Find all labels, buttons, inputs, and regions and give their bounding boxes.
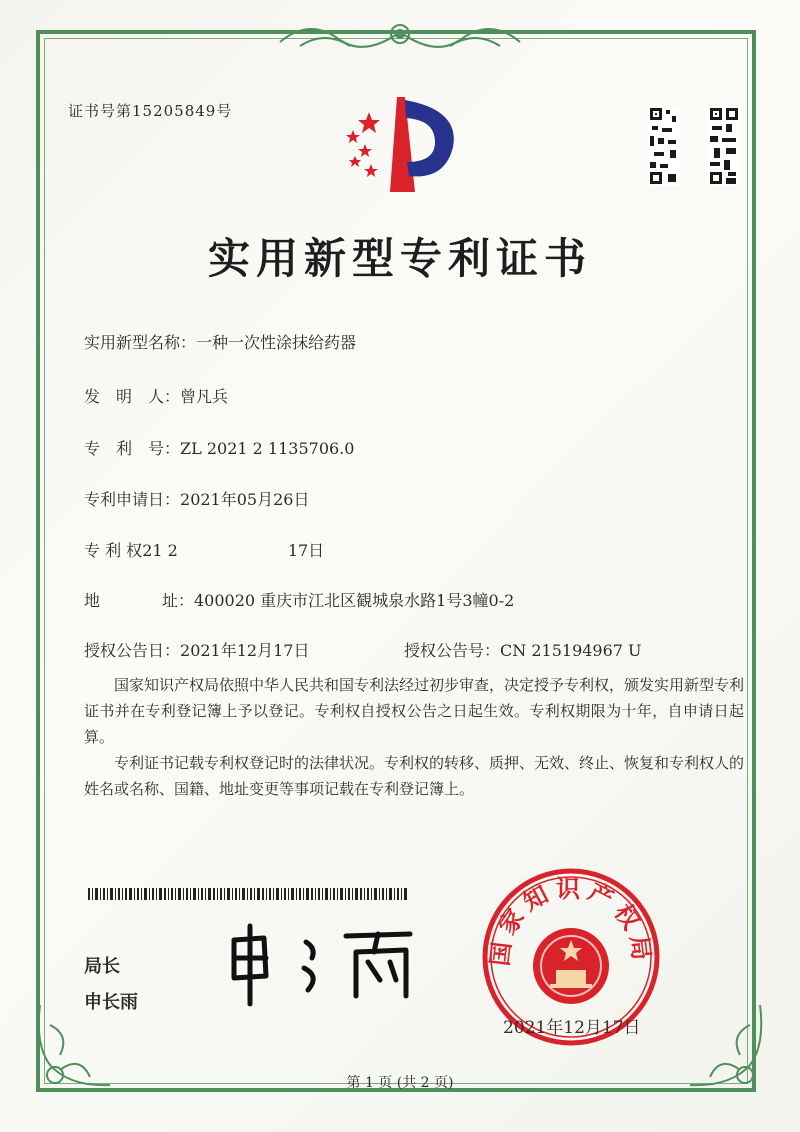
certificate-number: 证书号第15205849号 bbox=[68, 102, 233, 120]
grant-number-value: CN 215194967 U bbox=[500, 641, 642, 660]
seal-date: 2021年12月17日 bbox=[503, 1018, 641, 1038]
address-row bbox=[84, 588, 514, 611]
utility-model-name-row bbox=[84, 330, 356, 353]
legal-status-paragraph: 专利证书记载专利权登记时的法律状况。专利权的转移、质押、无效、终止、恢复和专利权人的姓名或名称、国籍、地址变更等事项记载在专利登记簿上。 bbox=[84, 754, 745, 798]
barcode bbox=[88, 888, 408, 900]
patent-number-label: 专 利 号： bbox=[84, 439, 181, 458]
filing-date-label: 专利申请日： bbox=[84, 490, 181, 509]
qr-code-right bbox=[708, 106, 740, 186]
patent-holder-row bbox=[84, 538, 324, 561]
director-title: 局长 bbox=[84, 956, 120, 977]
director-signature bbox=[220, 918, 430, 1008]
grant-number-row bbox=[404, 638, 642, 661]
inventor-row bbox=[84, 384, 228, 407]
filing-date-value: 2021年05月26日 bbox=[180, 490, 310, 509]
patent-number-value: ZL 2021 2 1135706.0 bbox=[180, 439, 355, 458]
utility-model-name-label: 实用新型名称： bbox=[84, 333, 197, 352]
qr-code-left bbox=[648, 106, 680, 186]
page-number: 第 1 页 (共 2 页) bbox=[346, 1075, 454, 1091]
certificate-title: 实用新型专利证书 bbox=[207, 234, 592, 283]
grant-date-value: 2021年12月17日 bbox=[180, 641, 310, 660]
top-ornament bbox=[270, 12, 530, 62]
utility-model-name-value: 一种一次性涂抹给药器 bbox=[196, 333, 357, 352]
filing-date-row bbox=[84, 487, 309, 510]
address-label: 地 bbox=[84, 591, 101, 610]
inventor-label: 发 明 人： bbox=[84, 387, 181, 406]
grant-date-row bbox=[84, 638, 309, 661]
seal-text: 国家知识产权局 bbox=[485, 874, 657, 968]
patent-holder-tail: 17日 bbox=[287, 541, 325, 560]
director-name: 申长雨 bbox=[84, 992, 138, 1013]
patent-holder-label: 专 利 权 bbox=[84, 541, 143, 560]
patent-holder-value: 21 2 bbox=[142, 541, 178, 560]
grant-number-label: 授权公告号： bbox=[404, 641, 501, 660]
patent-office-logo bbox=[335, 92, 465, 202]
address-value: 址：400020 重庆市江北区観城泉水路1号3幢0-2 bbox=[162, 591, 515, 610]
grant-statement-paragraph: 国家知识产权局依照中华人民共和国专利法经过初步审查，决定授予专利权，颁发实用新型专利证书并在专利登记簿上予以登记。专利权自授权公告之日起生效。专利权期限为十年，自申请日起算。 bbox=[84, 676, 745, 746]
inventor-value: 曾凡兵 bbox=[180, 387, 229, 406]
grant-date-label: 授权公告日： bbox=[84, 641, 181, 660]
patent-number-row bbox=[84, 436, 354, 459]
